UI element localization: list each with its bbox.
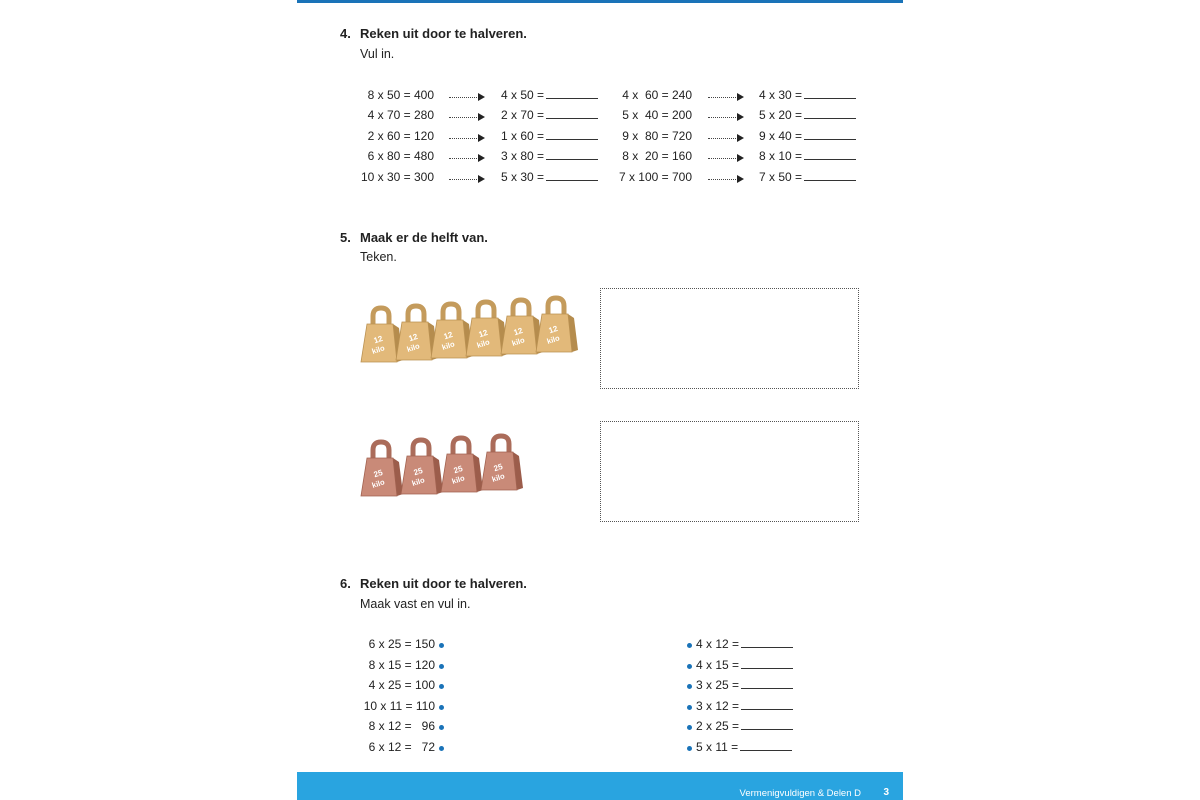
- connect-dot-right[interactable]: [687, 705, 692, 710]
- answer-blank[interactable]: [546, 150, 598, 160]
- weight-label-unit: kilo: [405, 341, 421, 354]
- arrow-line: [449, 138, 479, 139]
- weight-label-value: 25: [372, 467, 384, 480]
- exercise-5-title-text: Maak er de helft van.: [360, 230, 488, 245]
- given-equation-left-2: 4 x 70 = 280: [367, 108, 434, 122]
- halved-question-right-5: [759, 170, 856, 184]
- halved-question-left-3: [501, 129, 598, 143]
- weight-icon: [439, 434, 483, 494]
- exercise-5-number: 5.: [340, 230, 351, 245]
- arrow-line: [449, 158, 479, 159]
- given-equation-right-1: 4 x 60 = 240: [622, 88, 692, 102]
- answer-blank[interactable]: [741, 679, 793, 689]
- exercise-5-title: [340, 230, 488, 245]
- arrow-icon: [449, 93, 485, 101]
- question-5: [696, 719, 793, 733]
- arrow-icon: [449, 113, 485, 121]
- halved-question-left-2: [501, 108, 598, 122]
- halved-question-left-1: [501, 88, 598, 102]
- given-equation-left-4: 6 x 80 = 480: [367, 149, 434, 163]
- arrow-head-icon: [737, 154, 744, 162]
- weight-label-value: 25: [452, 463, 464, 476]
- connect-dot-right[interactable]: [687, 684, 692, 689]
- question-text: 2 x 70 =: [501, 108, 545, 122]
- question-2: [696, 658, 793, 672]
- connect-dot-right[interactable]: [687, 643, 692, 648]
- halved-question-left-5: [501, 170, 598, 184]
- halved-question-right-2: [759, 108, 856, 122]
- weight-label-unit: kilo: [450, 473, 466, 486]
- question-text: 3 x 12 =: [696, 699, 740, 713]
- connect-dot-left[interactable]: [439, 684, 444, 689]
- footer-title: Vermenigvuldigen & Delen D: [739, 788, 861, 799]
- answer-blank[interactable]: [546, 89, 598, 99]
- weight-label-unit: kilo: [410, 475, 426, 488]
- arrow-head-icon: [478, 134, 485, 142]
- question-text: 7 x 50 =: [759, 170, 803, 184]
- given-equation-right-2: 5 x 40 = 200: [622, 108, 692, 122]
- connect-dot-left[interactable]: [439, 705, 444, 710]
- arrow-icon: [449, 175, 485, 183]
- weight-label-value: 12: [442, 329, 454, 342]
- weight-label-value: 12: [407, 331, 419, 344]
- given-equation-right-4: 8 x 20 = 160: [622, 149, 692, 163]
- arrow-line: [708, 179, 738, 180]
- arrow-icon: [708, 175, 744, 183]
- answer-blank[interactable]: [804, 89, 856, 99]
- weight-label-value: 25: [412, 465, 424, 478]
- given-equation-6: 6 x 12 = 72: [368, 740, 435, 754]
- halved-question-right-4: [759, 149, 856, 163]
- halved-question-right-3: [759, 129, 856, 143]
- exercise-4-number: 4.: [340, 26, 351, 41]
- answer-blank[interactable]: [741, 700, 793, 710]
- question-text: 8 x 10 =: [759, 149, 803, 163]
- weight-icon: [479, 432, 523, 492]
- arrow-icon: [449, 154, 485, 162]
- answer-blank[interactable]: [741, 720, 793, 730]
- answer-blank[interactable]: [804, 150, 856, 160]
- exercise-4-title: [340, 26, 527, 41]
- question-text: 5 x 20 =: [759, 108, 803, 122]
- exercise-6-title-text: Reken uit door te halveren.: [360, 576, 527, 591]
- arrow-icon: [708, 134, 744, 142]
- weight-label-unit: kilo: [370, 343, 386, 356]
- question-1: [696, 637, 793, 651]
- halved-question-right-1: [759, 88, 856, 102]
- halved-question-left-4: [501, 149, 598, 163]
- arrow-head-icon: [478, 93, 485, 101]
- question-text: 5 x 30 =: [501, 170, 545, 184]
- connect-dot-left[interactable]: [439, 643, 444, 648]
- arrow-head-icon: [737, 113, 744, 121]
- arrow-icon: [708, 93, 744, 101]
- arrow-icon: [708, 154, 744, 162]
- answer-blank[interactable]: [740, 741, 792, 751]
- exercise-6-number: 6.: [340, 576, 351, 591]
- weight-label-unit: kilo: [510, 335, 526, 348]
- connect-dot-right[interactable]: [687, 746, 692, 751]
- connect-dot-right[interactable]: [687, 725, 692, 730]
- arrow-head-icon: [478, 175, 485, 183]
- workbook-page: [297, 0, 903, 800]
- given-equation-1: 6 x 25 = 150: [368, 637, 435, 651]
- question-4: [696, 699, 793, 713]
- arrow-head-icon: [737, 134, 744, 142]
- arrow-line: [708, 117, 738, 118]
- given-equation-right-3: 9 x 80 = 720: [622, 129, 692, 143]
- weight-label-value: 25: [492, 461, 504, 474]
- answer-blank[interactable]: [804, 130, 856, 140]
- question-3: [696, 678, 793, 692]
- question-text: 5 x 11 =: [696, 740, 739, 754]
- arrow-line: [708, 158, 738, 159]
- weight-label-value: 12: [477, 327, 489, 340]
- exercise-6-subtitle: Maak vast en vul in.: [360, 597, 471, 611]
- question-6: [696, 740, 792, 754]
- arrow-line: [708, 138, 738, 139]
- arrow-head-icon: [478, 154, 485, 162]
- question-text: 4 x 12 =: [696, 637, 740, 651]
- weight-label-unit: kilo: [545, 333, 561, 346]
- connect-dot-left[interactable]: [439, 746, 444, 751]
- exercise-4-subtitle: Vul in.: [360, 47, 395, 61]
- arrow-head-icon: [478, 113, 485, 121]
- connect-dot-right[interactable]: [687, 664, 692, 669]
- question-text: 9 x 40 =: [759, 129, 803, 143]
- answer-blank[interactable]: [741, 638, 793, 648]
- arrow-icon: [708, 113, 744, 121]
- top-rule: [297, 0, 903, 3]
- question-text: 4 x 50 =: [501, 88, 545, 102]
- drawing-box-2[interactable]: [600, 421, 859, 522]
- exercise-5-subtitle: Teken.: [360, 250, 397, 264]
- given-equation-3: 4 x 25 = 100: [368, 678, 435, 692]
- page-number: 3: [883, 787, 889, 798]
- given-equation-left-1: 8 x 50 = 400: [367, 88, 434, 102]
- given-equation-left-3: 2 x 60 = 120: [367, 129, 434, 143]
- question-text: 3 x 25 =: [696, 678, 740, 692]
- given-equation-right-5: 7 x 100 = 700: [618, 170, 692, 184]
- given-equation-2: 8 x 15 = 120: [368, 658, 435, 672]
- answer-blank[interactable]: [546, 130, 598, 140]
- question-text: 4 x 15 =: [696, 658, 740, 672]
- weight-label-value: 12: [372, 333, 384, 346]
- weight-label-unit: kilo: [490, 471, 506, 484]
- arrow-line: [449, 179, 479, 180]
- arrow-icon: [449, 134, 485, 142]
- weight-label-value: 12: [547, 323, 559, 336]
- exercise-6-title: [340, 576, 527, 591]
- arrow-line: [449, 97, 479, 98]
- given-equation-5: 8 x 12 = 96: [368, 719, 435, 733]
- arrow-line: [449, 117, 479, 118]
- weight-label-unit: kilo: [475, 337, 491, 350]
- given-equation-4: 10 x 11 = 110: [363, 699, 435, 713]
- drawing-box-1[interactable]: [600, 288, 859, 389]
- weight-label-value: 12: [512, 325, 524, 338]
- answer-blank[interactable]: [804, 171, 856, 181]
- question-text: 3 x 80 =: [501, 149, 545, 163]
- answer-blank[interactable]: [546, 109, 598, 119]
- answer-blank[interactable]: [546, 171, 598, 181]
- weight-label-unit: kilo: [370, 477, 386, 490]
- question-text: 2 x 25 =: [696, 719, 740, 733]
- exercise-4-title-text: Reken uit door te halveren.: [360, 26, 527, 41]
- arrow-head-icon: [737, 93, 744, 101]
- arrow-head-icon: [737, 175, 744, 183]
- weight-icon: [359, 438, 403, 498]
- weight-label-unit: kilo: [440, 339, 456, 352]
- arrow-line: [708, 97, 738, 98]
- weight-icon: [399, 436, 443, 496]
- connect-dot-left[interactable]: [439, 664, 444, 669]
- weight-icon: [534, 294, 578, 354]
- given-equation-left-5: 10 x 30 = 300: [360, 170, 434, 184]
- question-text: 4 x 30 =: [759, 88, 803, 102]
- question-text: 1 x 60 =: [501, 129, 545, 143]
- answer-blank[interactable]: [804, 109, 856, 119]
- connect-dot-left[interactable]: [439, 725, 444, 730]
- answer-blank[interactable]: [741, 659, 793, 669]
